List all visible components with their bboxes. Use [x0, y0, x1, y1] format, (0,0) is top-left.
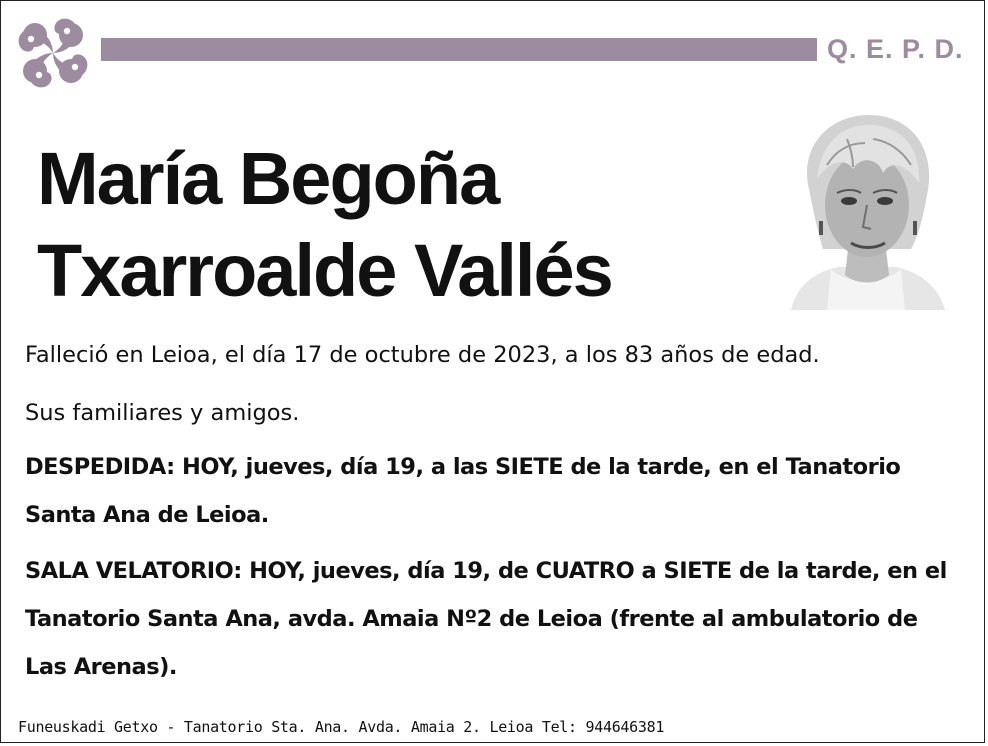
- family-line: Sus familiares y amigos.: [25, 400, 300, 426]
- funeral-home-footer: Funeuskadi Getxo - Tanatorio Sta. Ana. Avda. Amaia 2. Leioa Tel: 944646381: [18, 718, 665, 736]
- name-line-2: Txarroalde Vallés: [37, 229, 612, 312]
- death-line: Falleció en Leioa, el día 17 de octubre de 2023, a los 83 años de edad.: [25, 342, 820, 368]
- lauburu-icon: [9, 9, 97, 97]
- qepd-label: Q. E. P. D.: [827, 34, 964, 64]
- portrait-photo: [787, 109, 947, 310]
- deceased-name: [37, 133, 612, 317]
- wake-paragraph: SALA VELATORIO: HOY, jueves, día 19, de CUATRO a SIETE de la tarde, en el Tanatorio Santa Ana, avda. Amaia Nº2 de Leioa (frente al ambulatorio de Las Arenas).: [25, 558, 947, 680]
- notice-body: [25, 335, 965, 691]
- name-line-1: María Begoña: [37, 137, 499, 220]
- header-rule: [101, 38, 817, 61]
- farewell-paragraph: DESPEDIDA: HOY, jueves, día 19, a las SIETE de la tarde, en el Tanatorio Santa Ana de Leioa.: [25, 454, 901, 528]
